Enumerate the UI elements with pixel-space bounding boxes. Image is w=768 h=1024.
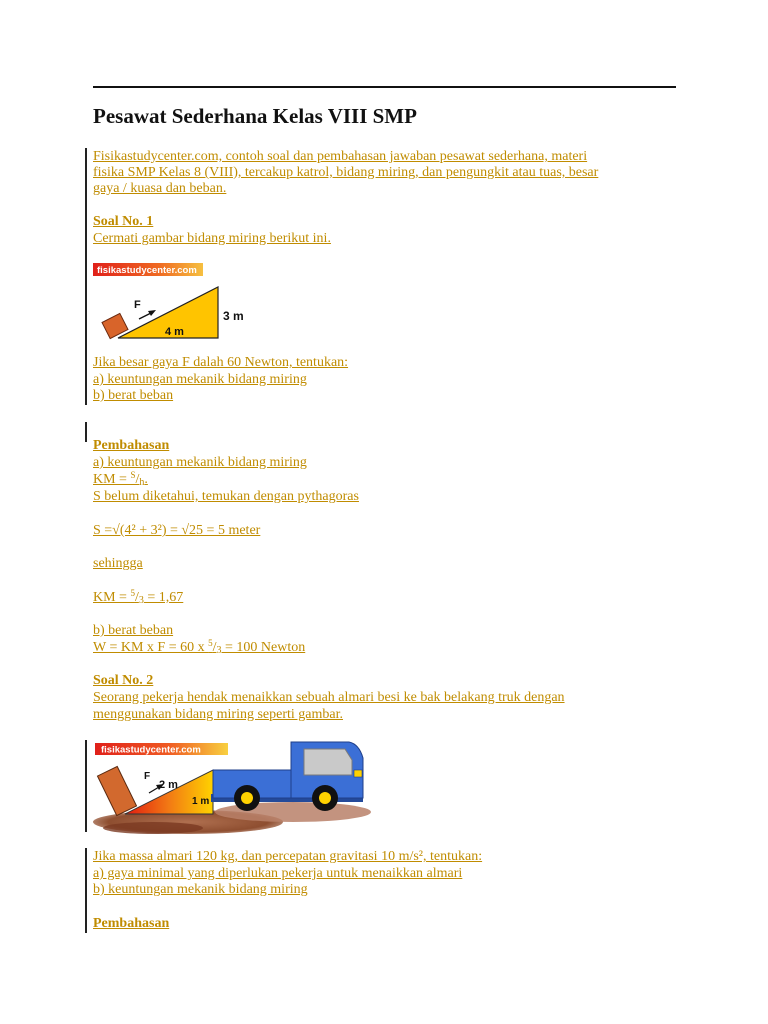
soal2-line[interactable]: Seorang pekerja hendak menaikkan sebuah almari besi ke bak belakang truk dengan [93, 690, 565, 705]
intro-line[interactable]: gaya / kuasa dan beban. [93, 181, 227, 196]
intro-line[interactable]: Fisikastudycenter.com, contoh soal dan pembahasan jawaban pesawat sederhana, materi [93, 149, 588, 164]
intro-line[interactable]: fisika SMP Kelas 8 (VIII), tercakup katrol, bidang miring, dan pengungkit atau tuas, besar [93, 165, 599, 180]
pembahasan1-note[interactable]: S belum diketahui, temukan dengan pythagoras [93, 489, 359, 504]
cabinet-block [97, 766, 136, 815]
weight-prefix: W = KM x F = 60 x [93, 640, 209, 655]
weight-den: 3 [216, 645, 222, 656]
force-arrow [149, 787, 159, 793]
page-title: Pesawat Sederhana Kelas VIII SMP [93, 104, 417, 128]
force-label: F [134, 299, 141, 311]
height-label: 1 m [192, 796, 210, 807]
pembahasan1-part-b[interactable]: b) berat beban [93, 623, 174, 638]
margin-bar [85, 848, 87, 933]
km-result-suffix: = 1,67 [143, 590, 184, 605]
pembahasan2-heading[interactable]: Pembahasan [93, 916, 170, 931]
pythagoras-line[interactable]: S =√(4² + 3²) = √25 = 5 meter [93, 523, 261, 538]
km-formula-suffix: . [144, 472, 148, 487]
force-arrow [139, 313, 151, 319]
truck-incline-figure-2 [93, 740, 373, 835]
km-formula-num: S [130, 470, 136, 480]
pembahasan1-heading[interactable]: Pembahasan [93, 438, 170, 453]
km-result-prefix: KM = [93, 590, 131, 605]
margin-bar [85, 740, 87, 832]
weight-suffix: = 100 Newton [221, 640, 306, 655]
truck-headlight [354, 770, 362, 777]
force-arrow-head [148, 310, 156, 316]
soal1-heading[interactable]: Soal No. 1 [93, 214, 154, 229]
soal2-heading[interactable]: Soal No. 2 [93, 673, 154, 688]
figure-banner-text: fisikastudycenter.com [97, 265, 197, 276]
slope-label: 2 m [159, 779, 178, 791]
soal1-question[interactable]: Jika besar gaya F dalah 60 Newton, tentukan: [93, 355, 349, 370]
soal2-question[interactable]: Jika massa almari 120 kg, dan percepatan gravitasi 10 m/s², tentukan: [93, 849, 483, 864]
soal2-part-a[interactable]: a) gaya minimal yang diperlukan pekerja untuk menaikkan almari [93, 866, 463, 881]
km-result-slash: / [134, 590, 139, 605]
top-rule [93, 86, 676, 88]
soal1-part-b[interactable]: b) berat beban [93, 388, 174, 403]
soal1-text[interactable]: Cermati gambar bidang miring berikut ini. [93, 231, 331, 246]
km-formula-slash: / [135, 472, 140, 487]
figure-banner-text: fisikastudycenter.com [101, 744, 201, 756]
incline-triangle [125, 770, 213, 814]
km-formula-den: h [139, 477, 145, 488]
truck-wheel-hub [241, 792, 253, 804]
margin-bar [85, 148, 87, 405]
weight-num: 5 [208, 638, 213, 648]
km-formula[interactable] [93, 472, 148, 488]
soal1-part-a[interactable]: a) keuntungan mekanik bidang miring [93, 372, 307, 387]
weight-formula[interactable] [93, 640, 305, 656]
force-label: F [144, 771, 151, 782]
km-result[interactable] [93, 590, 183, 606]
soal2-part-b[interactable]: b) keuntungan mekanik bidang miring [93, 882, 308, 897]
truck-wheel-hub [319, 792, 331, 804]
inclined-plane-figure-1 [93, 263, 253, 343]
ground-shadow [103, 822, 203, 834]
weight-slash: / [212, 640, 217, 655]
soal2-line[interactable]: menggunakan bidang miring seperti gambar. [93, 707, 343, 722]
sehingga-line[interactable]: sehingga [93, 556, 143, 571]
margin-bar [85, 422, 87, 442]
km-result-num: 5 [130, 588, 135, 598]
km-formula-prefix: KM = [93, 472, 131, 487]
pembahasan1-part-a[interactable]: a) keuntungan mekanik bidang miring [93, 455, 307, 470]
base-label: 4 m [165, 326, 184, 338]
truck-window [304, 749, 352, 775]
height-label: 3 m [223, 309, 244, 323]
km-result-den: 3 [138, 595, 144, 606]
